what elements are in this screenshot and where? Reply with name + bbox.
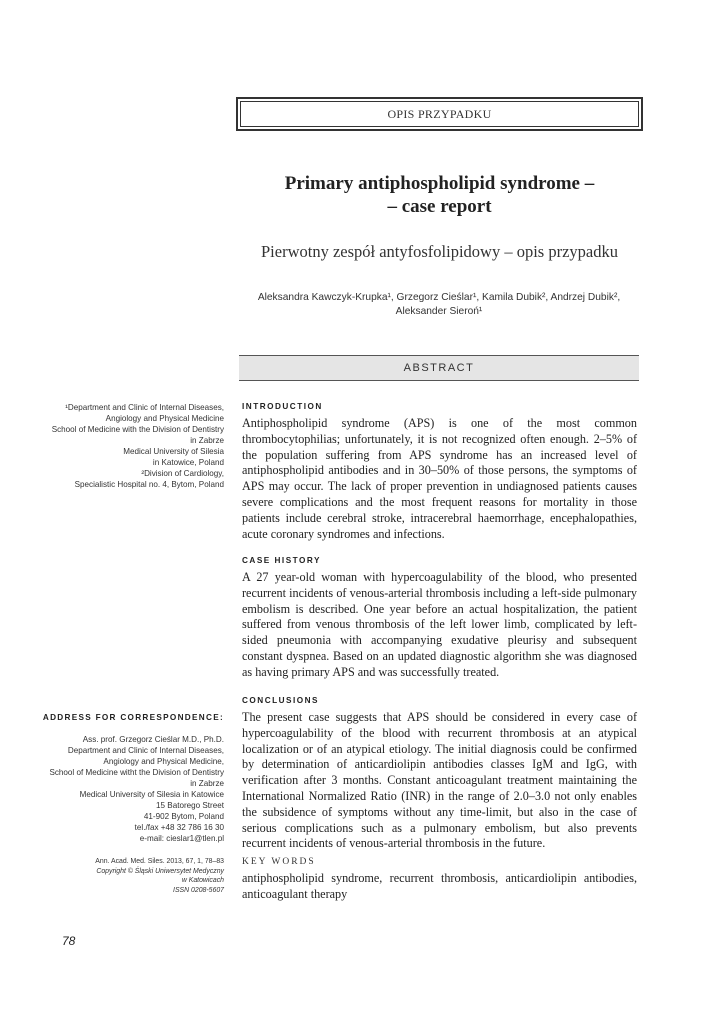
keywords-heading: KEY WORDS [242, 857, 316, 867]
correspondence-line: School of Medicine witht the Division of Dentistry [49, 768, 224, 777]
affiliation-line: in Zabrze [190, 436, 224, 445]
correspondence-address [24, 734, 224, 844]
affiliation-line: School of Medicine with the Division of Dentistry [51, 425, 224, 434]
case-history-text: A 27 year-old woman with hypercoagulability of the blood, who presented recurrent incidents of venous-arterial thrombosis including a left-side pulmonary embolism is described. One year before an actual hospitalization, the patient suffered from venous thrombosis of the left lower limb, complicated by left-sided pneumonia with accompanying exudative pleurisy and subsequent constant dyspnea. Based on an updated diagnostic algorithm she was diagnosed as having primary APS and was successfully treated. [242, 570, 637, 679]
affiliation-line: in Katowice, Poland [152, 458, 224, 467]
section-label: OPIS PRZYPADKU [240, 101, 639, 127]
correspondence-line: Department and Clinic of Internal Diseases, [67, 746, 224, 755]
correspondence-line: Ass. prof. Grzegorz Cieślar M.D., Ph.D. [82, 735, 224, 744]
citation-copyright: Copyright © Śląski Uniwersytet Medyczny [96, 867, 224, 875]
correspondence-line: in Zabrze [190, 779, 224, 788]
correspondence-line: 41-902 Bytom, Poland [143, 812, 224, 821]
author-list [246, 291, 632, 319]
article-subtitle: Pierwotny zespół antyfosfolipidowy – opis przypadku [261, 242, 618, 261]
correspondence-line: tel./fax +48 32 786 16 30 [134, 823, 224, 832]
affiliation-line: Medical University of Silesia [123, 447, 224, 456]
affiliation-line: ¹Department and Clinic of Internal Diseases, [65, 403, 224, 412]
introduction-text: Antiphospholipid syndrome (APS) is one of the most common thrombocytophilias; unfortunately, it is not recognized often enough. 2–5% of the population suffering from APS syndrome has an increased level of antiphospholipid antibodies and in 30–50% of those persons, the symptoms of APS may occur. The lack of proper prevention in undiagnosed patients causes severe complications and the most frequent reasons for mortality in those patients include cerebral stroke, intracerebral haemorrhage, encephalopathies, acute coronary syndromes and infections. [242, 416, 637, 541]
author-line-1: Aleksandra Kawczyk-Krupka¹, Grzegorz Cieślar¹, Kamila Dubik², Andrzej Dubik², [257, 292, 621, 303]
abstract-heading-bar: ABSTRACT [239, 355, 639, 381]
correspondence-heading: ADDRESS FOR CORRESPONDENCE: [42, 713, 224, 722]
affiliations [24, 402, 224, 490]
section-label-box [236, 97, 643, 131]
keywords-text: antiphospholipid syndrome, recurrent thrombosis, anticardiolipin antibodies, anticoagulant therapy [242, 871, 637, 901]
correspondence-email: e-mail: cieslar1@tlen.pl [139, 834, 224, 843]
citation-copyright-city: w Katowicach [181, 877, 224, 884]
citation-issn: ISSN 0208-5607 [173, 886, 224, 894]
affiliation-line: Angiology and Physical Medicine [105, 414, 224, 423]
article-title-line-1: Primary antiphospholipid syndrome – [284, 173, 595, 194]
conclusions-text: The present case suggests that APS should be considered in every case of hypercoagulability of the blood with recurrent thrombosis at an atypical localization or of an atypical etiology. The initial diagnosis could be confirmed by determination of anticardiolipin antibodies classes IgM and IgG, with verification after 3 months. Constant anticoagulant treatment maintaining the International Normalized Ratio (INR) in the range of 2.0–3.0 not only enables the subsidence of symptoms without any time-limit, but also in the case of serious complications such as a pulmonary embolism, but also prevents recurrent incidents of venous-arterial thrombosis in the future. [242, 710, 637, 851]
affiliation-line: Specialistic Hospital no. 4, Bytom, Poland [74, 480, 224, 489]
page-number: 78 [62, 934, 76, 948]
article-title-line-2: – case report [387, 196, 492, 217]
article-title [236, 172, 643, 218]
case-history-heading: CASE HISTORY [242, 556, 321, 565]
affiliation-line: ²Division of Cardiology, [141, 469, 224, 478]
author-line-2: Aleksander Sieroń¹ [395, 306, 483, 317]
citation-journal: Ann. Acad. Med. Siles. 2013, 67, 1, 78–83 [95, 858, 224, 865]
correspondence-line: 15 Batorego Street [156, 801, 224, 810]
journal-citation [24, 857, 224, 895]
correspondence-line: Angiology and Physical Medicine, [103, 757, 224, 766]
conclusions-heading: CONCLUSIONS [242, 696, 319, 705]
correspondence-line: Medical University of Silesia in Katowice [79, 790, 224, 799]
introduction-heading: INTRODUCTION [242, 402, 323, 411]
